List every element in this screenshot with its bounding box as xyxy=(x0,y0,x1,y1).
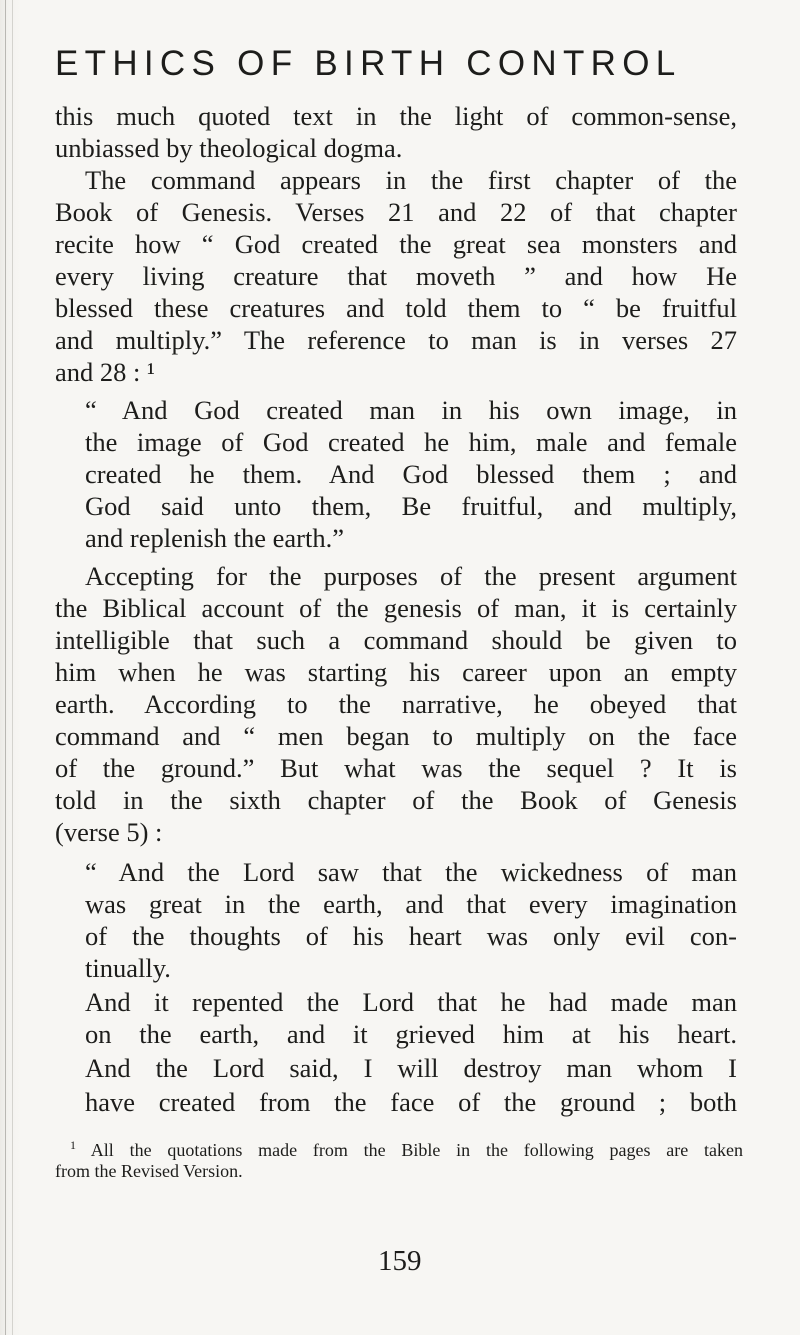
quote-line: of the thoughts of his heart was only evil con- xyxy=(85,921,737,951)
quote-line: And it repented the Lord that he had made man xyxy=(85,987,737,1017)
quote-line: “ And God created man in his own image, in xyxy=(85,395,737,425)
binding-edge-line xyxy=(5,0,6,1335)
text-line: Book of Genesis. Verses 21 and 22 of that chapter xyxy=(55,197,737,227)
text-line: unbiassed by theological dogma. xyxy=(55,133,403,163)
quote-line: the image of God created he him, male and female xyxy=(85,427,737,457)
text-line: of the ground.” But what was the sequel ? It is xyxy=(55,753,737,783)
page-gutter xyxy=(0,0,20,1335)
page-number: 159 xyxy=(378,1245,422,1277)
text-line: this much quoted text in the light of common-sense, xyxy=(55,101,737,131)
text-line: and multiply.” The reference to man is in verses 27 xyxy=(55,325,737,355)
text-line: recite how “ God created the great sea monsters and xyxy=(55,229,737,259)
text-line: and 28 : ¹ xyxy=(55,357,155,387)
text-line: (verse 5) : xyxy=(55,817,163,847)
quote-line: And the Lord said, I will destroy man whom I xyxy=(85,1053,737,1083)
quote-line: God said unto them, Be fruitful, and multiply, xyxy=(85,491,737,521)
running-head: ETHICS OF BIRTH CONTROL xyxy=(55,44,682,83)
quote-line: tinually. xyxy=(85,953,171,983)
footnote-line: from the Revised Version. xyxy=(55,1161,243,1181)
quote-line: created he them. And God blessed them ; and xyxy=(85,459,737,489)
text-line: told in the sixth chapter of the Book of Genesis xyxy=(55,785,737,815)
text-line: earth. According to the narrative, he obeyed that xyxy=(55,689,737,719)
text-line: Accepting for the purposes of the present argument xyxy=(85,561,737,591)
quote-line: and replenish the earth.” xyxy=(85,523,344,553)
text-line: intelligible that such a command should be given to xyxy=(55,625,737,655)
footnote-marker: 1 xyxy=(70,1138,76,1152)
text-line: command and “ men began to multiply on the face xyxy=(55,721,737,751)
text-line: The command appears in the first chapter of the xyxy=(85,165,737,195)
text-line: every living creature that moveth ” and how He xyxy=(55,261,737,291)
text-line: blessed these creatures and told them to “ be fruitful xyxy=(55,293,737,323)
quote-line: was great in the earth, and that every imagination xyxy=(85,889,737,919)
text-line: him when he was starting his career upon an empty xyxy=(55,657,737,687)
footnote-line xyxy=(70,1133,743,1162)
quote-line: have created from the face of the ground ; both xyxy=(85,1087,737,1117)
binding-shadow-line xyxy=(12,0,13,1335)
quote-line: “ And the Lord saw that the wickedness of man xyxy=(85,857,737,887)
footnote-text: All the quotations made from the Bible in the following pages are taken xyxy=(90,1140,743,1160)
text-line: the Biblical account of the genesis of man, it is certainly xyxy=(55,593,737,623)
quote-line: on the earth, and it grieved him at his heart. xyxy=(85,1019,737,1049)
